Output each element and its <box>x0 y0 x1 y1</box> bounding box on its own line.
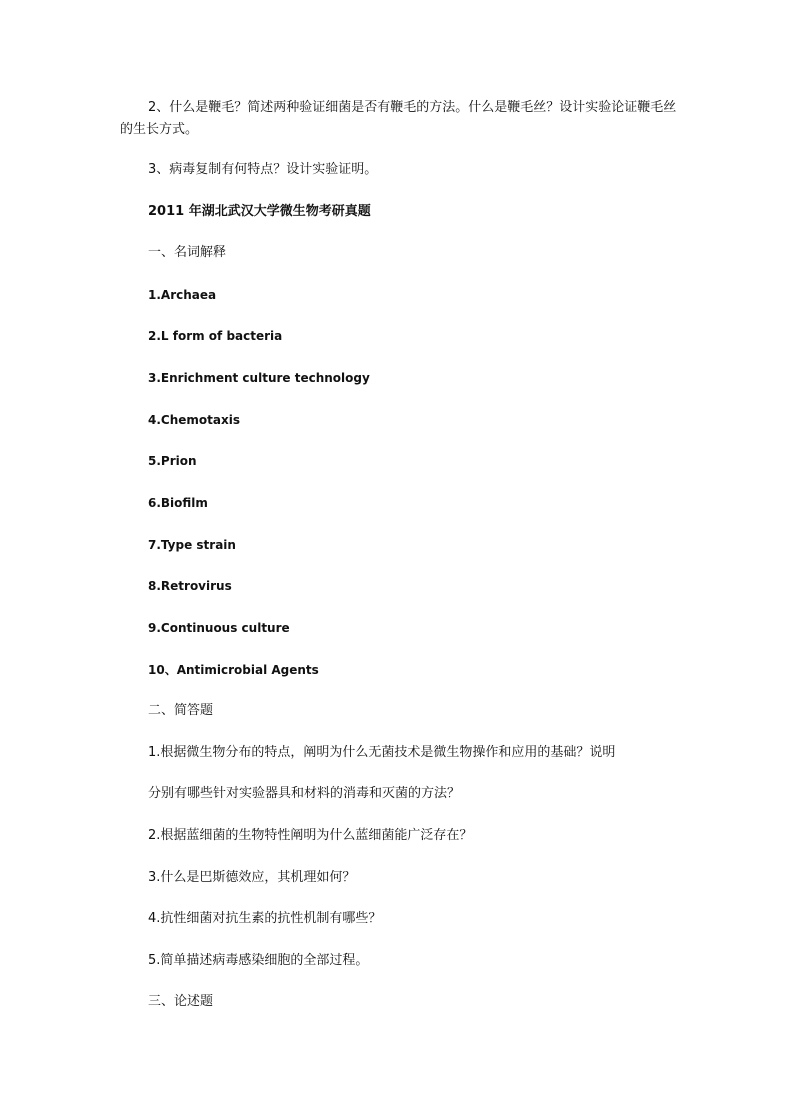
term-item: 4.Chemotaxis <box>148 413 240 427</box>
term-item: 7.Type strain <box>148 538 236 552</box>
term-item: 9.Continuous culture <box>148 621 290 635</box>
short-answer-item: 1.根据微生物分布的特点，阐明为什么无菌技术是微生物操作和应用的基础？说明 <box>148 745 616 760</box>
term-item: 6.Biofilm <box>148 496 208 510</box>
term-item: 5.Prion <box>148 454 197 468</box>
section-1-heading: 一、名词解释 <box>148 245 227 260</box>
term-item: 10、Antimicrobial Agents <box>148 663 319 677</box>
short-answer-item: 分别有哪些针对实验器具和材料的消毒和灭菌的方法？ <box>148 786 461 801</box>
term-item: 8.Retrovirus <box>148 579 232 593</box>
short-answer-item: 5.简单描述病毒感染细胞的全部过程。 <box>148 953 369 968</box>
section-3-heading: 三、论述题 <box>148 994 214 1009</box>
term-item: 2.L form of bacteria <box>148 329 283 343</box>
short-answer-item: 3.什么是巴斯德效应，其机理如何？ <box>148 870 356 885</box>
exam-title: 2011 年湖北武汉大学微生物考研真题 <box>148 204 371 219</box>
short-answer-item: 4.抗性细菌对抗生素的抗性机制有哪些？ <box>148 911 382 926</box>
section-2-heading: 二、简答题 <box>148 703 214 718</box>
question-3-paragraph: 3、病毒复制有何特点？设计实验证明。 <box>148 162 378 177</box>
term-item: 3.Enrichment culture technology <box>148 371 370 385</box>
question-2-paragraph: 2、什么是鞭毛？简述两种验证细菌是否有鞭毛的方法。什么是鞭毛丝？设计实验论证鞭毛丝的生长方式。 <box>120 100 677 137</box>
term-item: 1.Archaea <box>148 288 217 302</box>
short-answer-item: 2.根据蓝细菌的生物特性阐明为什么蓝细菌能广泛存在？ <box>148 828 473 843</box>
